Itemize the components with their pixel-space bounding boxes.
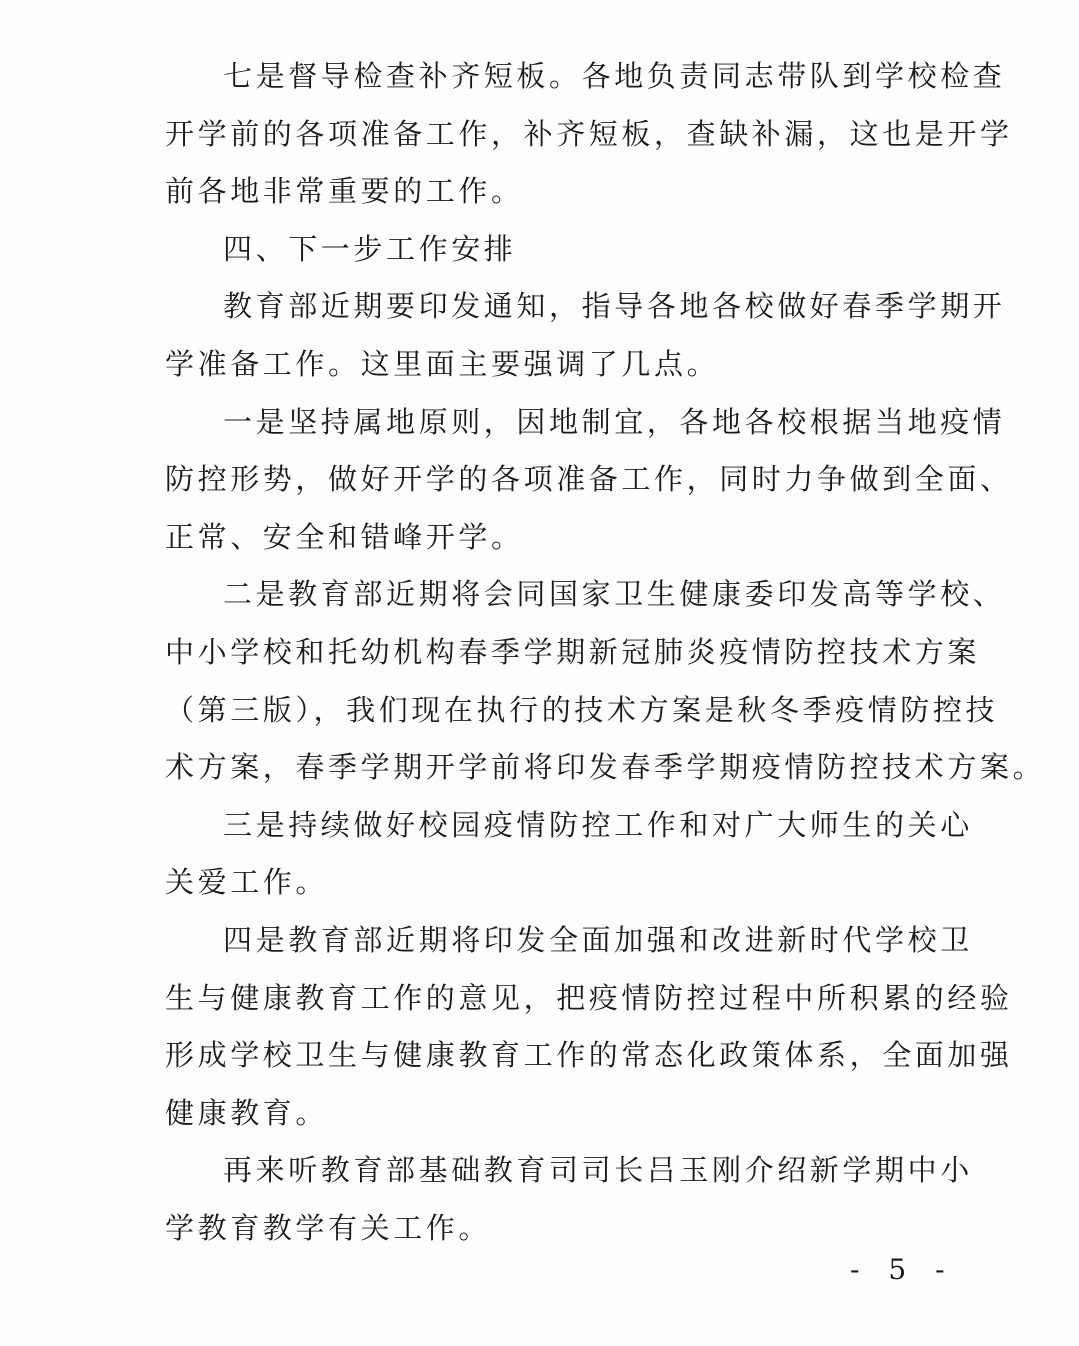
body-text [165, 48, 1046, 1257]
text-line: 二是教育部近期将会同国家卫生健康委印发高等学校、 [223, 577, 1006, 612]
text-line: 前各地非常重要的工作。 [165, 174, 524, 209]
page-number: - 5 - [850, 1253, 955, 1286]
text-line: 中小学校和托幼机构春季学期新冠肺炎疫情防控技术方案 [165, 634, 981, 669]
text-line: 教育部近期要印发通知，指导各地各校做好春季学期开 [223, 289, 1006, 324]
text-line: 学准备工作。这里面主要强调了几点。 [165, 346, 720, 381]
text-line: 关爱工作。 [165, 865, 329, 900]
section-heading: 四、下一步工作安排 [223, 231, 517, 266]
text-line: 形成学校卫生与健康教育工作的常态化政策体系，全面加强 [165, 1038, 1013, 1073]
text-line: 四是教育部近期将印发全面加强和改进新时代学校卫 [223, 922, 973, 957]
text-line: 术方案，春季学期开学前将印发春季学期疫情防控技术方案。 [165, 750, 1046, 785]
text-line: 开学前的各项准备工作，补齐短板，查缺补漏，这也是开学 [165, 116, 1013, 151]
text-line: 一是坚持属地原则，因地制宜，各地各校根据当地疫情 [223, 404, 1006, 439]
text-line: 正常、安全和错峰开学。 [165, 519, 524, 554]
text-line: 再来听教育部基础教育司司长吕玉刚介绍新学期中小 [223, 1153, 973, 1188]
text-line: 七是督导检查补齐短板。各地负责同志带队到学校检查 [223, 59, 1006, 93]
text-line: 防控形势，做好开学的各项准备工作，同时力争做到全面、 [165, 462, 1013, 497]
text-line: 三是持续做好校园疫情防控工作和对广大师生的关心 [223, 807, 973, 842]
text-line: 学教育教学有关工作。 [165, 1210, 492, 1245]
text-line: 健康教育。 [165, 1095, 329, 1130]
text-line: （第三版），我们现在执行的技术方案是秋冬季疫情防控技 [165, 692, 999, 727]
text-line: 生与健康教育工作的意见，把疫情防控过程中所积累的经验 [165, 980, 1013, 1015]
